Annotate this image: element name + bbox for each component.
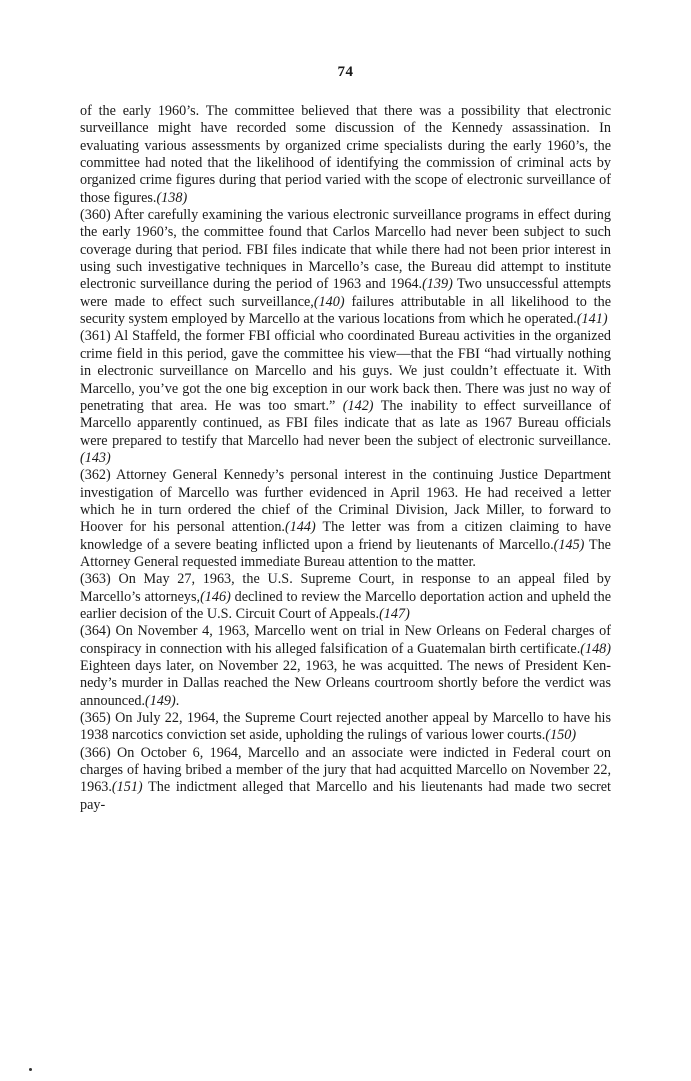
paragraph-text: The inability to effect surveillance of Marcello apparently continued, as FBI files indicate that as late as 1967 Bureau officials were prepared to testify that Marcello had never been the subject of electronic surveillance.: [80, 397, 611, 449]
page-number: 74: [337, 64, 354, 80]
paragraph-number: (361): [80, 328, 111, 345]
paragraph-text: failures attributable in all likelihood to the security system employed by Marcello at the various locations from which he operated.: [80, 293, 611, 328]
footnote-ref: (143): [80, 449, 111, 466]
paragraph-text: Two unsuccessful attempts were made to effect such surveillance,: [80, 276, 612, 310]
footnote-ref: (148): [580, 640, 611, 657]
paragraph-number: (364): [80, 623, 111, 640]
paragraph: [80, 467, 611, 571]
paragraph-text: Eighteen days later, on November 22, 1963, he was acquitted. The news of President Kennedy’s murder in Dallas reached the New Orleans courtroom shortly before the verdict was announced.: [80, 658, 611, 709]
paragraph-text: After carefully examining the various electronic surveillance programs in effect during the early 1960’s, the committee found that Carlos Marcello had never been subject to such coverage during that period. FBI files indicate that while there had not been prior interest in using such investigative techniques in Marcello’s case, the Bureau did attempt to institute electronic surveillance during the period of 1963 and 1964.: [80, 207, 611, 293]
paragraph-text: On November 4, 1963, Marcello went on trial in New Orleans on Federal charges of conspiracy in connection with his alleged falsification of a Guatemalan birth certificate.: [80, 623, 611, 657]
paragraph: [80, 745, 611, 814]
paragraph-text: On July 22, 1964, the Supreme Court rejected another appeal by Marcello to have his 1938 narcotics conviction set aside, upholding the rulings of various lower courts.: [80, 710, 611, 744]
footnote-ref: (140): [313, 293, 345, 310]
paragraph: [80, 571, 611, 623]
paragraph: [80, 710, 611, 745]
scan-speck: [29, 1068, 32, 1071]
footnote-ref: (141): [576, 311, 608, 328]
paragraph-text: declined to review the Marcello deportation action and upheld the earlier decision of the U.S. Circuit Court of Appeals.: [80, 588, 611, 622]
paragraph-text: Attorney General Kennedy’s personal interest in the continuing Justice Department investigation of Marcello was further evidenced in April 1963. He had received a letter which he in turn ordered the chief of the Criminal Division, Jack Miller, to forward to Hoover for his personal attention.: [80, 467, 611, 536]
paragraph-text: On May 27, 1963, the U.S. Supreme Court, in response to an appeal filed by Marcello’s attorneys,: [80, 571, 611, 605]
paragraph-text: Al Staffeld, the former FBI official who coordinated Bureau activities in the organized crime field in this period, gave the committee his view—that the FBI “had virtually nothing in electronic surveillance on Marcello and his guys. We just couldn’t effectuate it. With Marcello, you’ve got the one big exception in our work back then. There was just no way of penetrating that area. He was too smart.”: [80, 328, 611, 414]
paragraph-text: .: [175, 692, 180, 709]
paragraph-text: of the early 1960’s. The committee believed that there was a possibility that electronic surveillance might have recorded some discussion of the Kennedy assassination. In evaluating various assessments by organized crime specialists during the early 1960’s, the committee had noted that the likelihood of identifying the commission of criminal acts by organized crime figures during that period varied with the scope of electronic surveillance of those figures.: [80, 103, 611, 206]
body-text: [80, 103, 611, 814]
paragraph-number: (362): [80, 467, 111, 484]
footnote-ref: (142): [342, 397, 374, 414]
paragraph: [80, 328, 611, 467]
paragraph-text: The Attorney General requested immediate Bureau attention to the matter.: [80, 536, 611, 570]
paragraph-number: (366): [80, 744, 111, 761]
paragraph: [80, 207, 611, 328]
paragraph-text: On October 6, 1964, Marcello and an associate were indicted in Federal court on charges of having bribed a member of the jury that had acquitted Marcello on November 22, 1963.: [80, 744, 611, 796]
footnote-ref: (138): [156, 189, 188, 206]
footnote-ref: (147): [379, 605, 410, 622]
paragraph-text: The indictment alleged that Marcello and his lieutenants had made two secret pay-: [80, 779, 611, 813]
paragraph: [80, 623, 611, 710]
footnote-ref: (149): [145, 692, 176, 709]
paragraph: [80, 103, 611, 207]
footnote-ref: (139): [422, 276, 453, 293]
footnote-ref: (146): [200, 588, 231, 605]
paragraph-number: (360): [80, 207, 111, 224]
footnote-ref: (150): [545, 727, 577, 744]
paragraph-number: (365): [80, 710, 111, 727]
footnote-ref: (151): [111, 779, 143, 796]
footnote-ref: (145): [553, 536, 585, 553]
paragraph-number: (363): [80, 571, 111, 588]
paragraph-text: The letter was from a citizen claiming to have knowledge of a severe beating inflicted upon a friend by lieutenants of Marcello.: [80, 519, 611, 553]
footnote-ref: (144): [284, 519, 316, 536]
